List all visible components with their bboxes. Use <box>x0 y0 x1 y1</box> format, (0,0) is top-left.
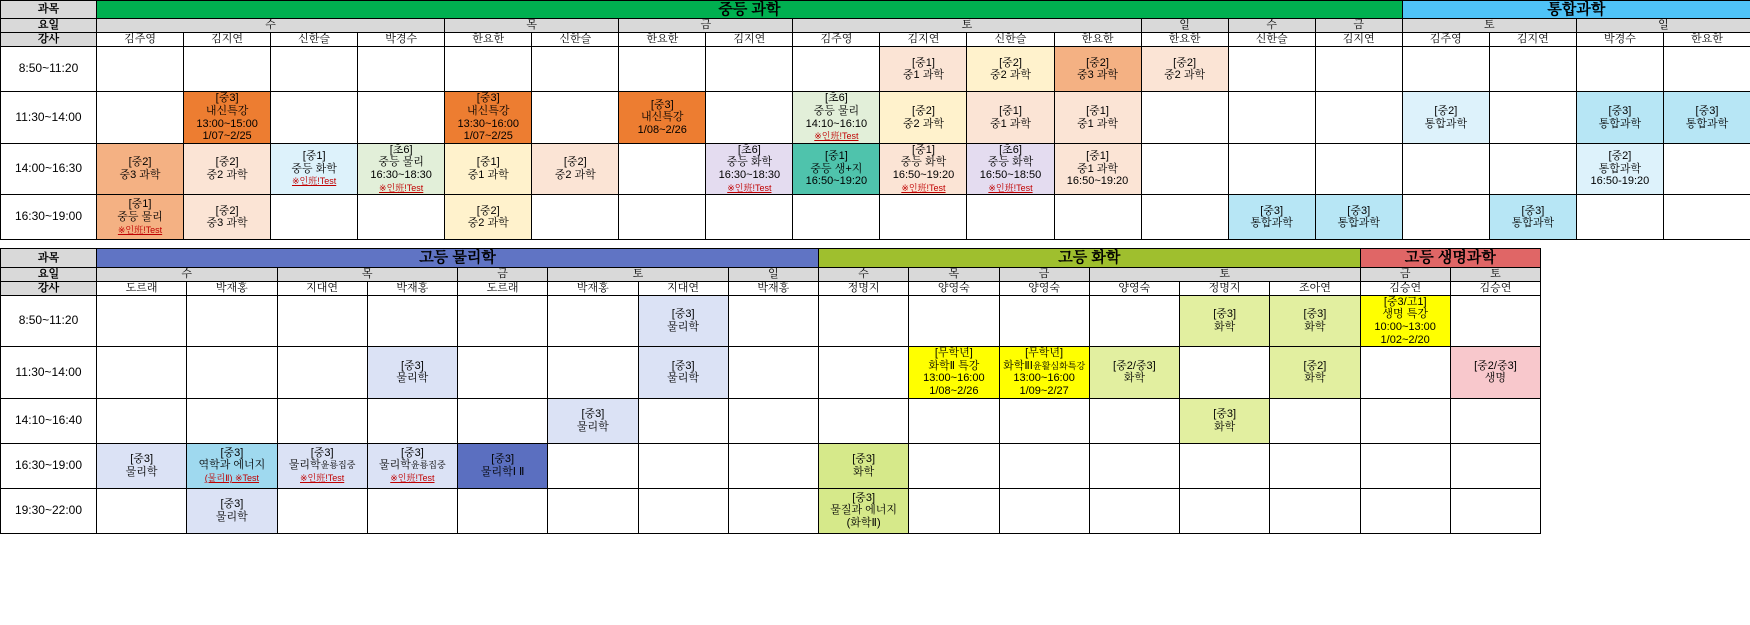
class-cell <box>1270 398 1360 443</box>
class-cell <box>548 488 638 533</box>
day-cell-9: 금 <box>1360 267 1450 281</box>
class-cell <box>1180 347 1270 399</box>
class-cell <box>728 347 818 399</box>
timetable-row <box>1 443 1541 488</box>
class-cell <box>638 398 728 443</box>
time-slot-2: 14:10~16:40 <box>1 398 97 443</box>
class-cell <box>1576 47 1663 92</box>
class-cell[interactable]: [중1] 중1 과학 <box>967 92 1054 144</box>
class-cell <box>793 195 880 240</box>
teacher-cell-3: 박재홍 <box>367 281 457 295</box>
class-cell <box>706 47 793 92</box>
teacher-cell-15: 김승연 <box>1450 281 1540 295</box>
bottom-timetable-wrapper <box>0 248 1750 533</box>
teacher-cell-13: 신한슬 <box>1228 33 1315 47</box>
teacher-cell-18: 한요한 <box>1663 33 1750 47</box>
timetable-row <box>1 195 1750 240</box>
teacher-cell-6: 한요한 <box>619 33 706 47</box>
class-cell <box>619 195 706 240</box>
teacher-cell-12: 정명지 <box>1180 281 1270 295</box>
class-cell <box>367 295 457 347</box>
teacher-cell-17: 박경수 <box>1576 33 1663 47</box>
day-header-row <box>1 19 1750 33</box>
class-cell[interactable]: [중2/중3] 생명 <box>1450 347 1540 399</box>
class-cell <box>999 443 1089 488</box>
day-cell-3: 토 <box>548 267 729 281</box>
subject-label: 과목 <box>1 249 97 267</box>
day-cell-5: 수 <box>1228 19 1315 33</box>
class-cell <box>277 295 367 347</box>
class-cell <box>1576 195 1663 240</box>
class-cell <box>1315 47 1402 92</box>
class-cell[interactable]: [중3] 물리학 <box>548 398 638 443</box>
teacher-header-row <box>1 33 1750 47</box>
class-cell <box>271 47 358 92</box>
class-cell <box>909 398 999 443</box>
subject-group-2: 고등 생명과학 <box>1360 249 1541 267</box>
class-cell <box>1402 47 1489 92</box>
day-cell-3: 토 <box>793 19 1141 33</box>
day-cell-2: 금 <box>458 267 548 281</box>
teacher-cell-8: 김주영 <box>793 33 880 47</box>
class-cell[interactable]: [중3] 물리학 <box>638 295 728 347</box>
class-cell[interactable]: [중3] 물질과 에너지 (화학Ⅱ) <box>819 488 909 533</box>
class-cell[interactable]: [중1] 중1 과학 <box>445 143 532 195</box>
class-cell <box>532 92 619 144</box>
timetable-row <box>1 295 1541 347</box>
class-cell <box>97 47 184 92</box>
teacher-cell-3: 박경수 <box>358 33 445 47</box>
teacher-cell-10: 양영숙 <box>999 281 1089 295</box>
class-cell[interactable]: [중1] 중1 과학 <box>1054 92 1141 144</box>
teacher-cell-7: 김지연 <box>706 33 793 47</box>
teacher-cell-6: 지대연 <box>638 281 728 295</box>
class-cell[interactable]: [중2] 통합과학 16:50-19:20 <box>1576 143 1663 195</box>
class-cell[interactable]: [중3] 통합과학 <box>1576 92 1663 144</box>
class-cell <box>367 488 457 533</box>
class-cell[interactable]: [중3] 물리학Ⅰ Ⅱ <box>458 443 548 488</box>
class-cell[interactable]: [중1] 중등 화학 16:50~19:20 ※인班!Test <box>880 143 967 195</box>
class-cell[interactable]: [초6] 중등 물리 16:30~18:30 ※인班!Test <box>358 143 445 195</box>
class-cell[interactable]: [중3/고1] 생명 특강 10:00~13:00 1/02~2/20 <box>1360 295 1450 347</box>
teacher-label: 강사 <box>1 33 97 47</box>
class-cell[interactable]: [중3] 화학 <box>1270 295 1360 347</box>
class-cell <box>1489 92 1576 144</box>
class-cell <box>1489 143 1576 195</box>
class-cell <box>967 195 1054 240</box>
class-cell[interactable]: [중1] 중등 생+지 16:50~19:20 <box>793 143 880 195</box>
day-cell-4: 일 <box>728 267 818 281</box>
class-cell <box>619 47 706 92</box>
class-cell <box>277 398 367 443</box>
class-cell <box>1054 195 1141 240</box>
subject-header-row <box>1 249 1541 267</box>
class-cell <box>277 488 367 533</box>
day-cell-0: 수 <box>97 267 278 281</box>
class-cell[interactable]: [중3] 화학 <box>1180 398 1270 443</box>
class-cell <box>819 398 909 443</box>
class-cell <box>1450 295 1540 347</box>
time-slot-0: 8:50~11:20 <box>1 295 97 347</box>
class-cell[interactable]: [중2] 화학 <box>1270 347 1360 399</box>
class-cell <box>187 398 277 443</box>
subject-group-0: 중등 과학 <box>97 1 1403 19</box>
class-cell[interactable]: [중2] 중3 과학 <box>184 195 271 240</box>
class-cell <box>819 347 909 399</box>
class-cell <box>532 47 619 92</box>
class-cell[interactable]: [중2] 중2 과학 <box>1141 47 1228 92</box>
class-cell <box>548 443 638 488</box>
teacher-cell-2: 신한슬 <box>271 33 358 47</box>
time-slot-1: 11:30~14:00 <box>1 347 97 399</box>
day-cell-1: 목 <box>445 19 619 33</box>
class-cell[interactable]: [중3] 내신특강 13:30~16:00 1/07~2/25 <box>445 92 532 144</box>
class-cell <box>1450 488 1540 533</box>
class-cell <box>909 443 999 488</box>
class-cell <box>458 488 548 533</box>
class-cell[interactable]: [중3] 화학 <box>819 443 909 488</box>
class-cell <box>1089 443 1179 488</box>
class-cell <box>97 398 187 443</box>
class-cell[interactable]: [중2] 중2 과학 <box>532 143 619 195</box>
day-cell-7: 금 <box>999 267 1089 281</box>
class-cell[interactable]: [무학년] 화학Ⅱ 특강 13:00~16:00 1/08~2/26 <box>909 347 999 399</box>
class-cell[interactable]: [중2] 중3 과학 <box>97 143 184 195</box>
science-high-timetable <box>0 248 1541 533</box>
class-cell <box>1315 143 1402 195</box>
class-cell[interactable]: [중3] 통합과학 <box>1228 195 1315 240</box>
class-cell[interactable]: [중3] 내신특강 1/08~2/26 <box>619 92 706 144</box>
class-cell <box>97 488 187 533</box>
class-cell <box>184 47 271 92</box>
time-slot-3: 16:30~19:00 <box>1 443 97 488</box>
class-cell <box>458 295 548 347</box>
class-cell <box>728 295 818 347</box>
class-cell <box>1360 488 1450 533</box>
class-cell <box>909 295 999 347</box>
class-cell <box>271 92 358 144</box>
teacher-cell-1: 김지연 <box>184 33 271 47</box>
class-cell <box>1270 488 1360 533</box>
table-gap <box>0 240 1750 244</box>
class-cell <box>880 195 967 240</box>
teacher-cell-13: 조아연 <box>1270 281 1360 295</box>
teacher-cell-2: 지대연 <box>277 281 367 295</box>
teacher-cell-0: 도르래 <box>97 281 187 295</box>
time-slot-0: 8:50~11:20 <box>1 47 97 92</box>
teacher-cell-1: 박재홍 <box>187 281 277 295</box>
teacher-cell-11: 한요한 <box>1054 33 1141 47</box>
teacher-cell-16: 김지연 <box>1489 33 1576 47</box>
class-cell[interactable]: [중1] 중등 물리 ※인班!Test <box>97 195 184 240</box>
subject-group-1: 고등 화학 <box>819 249 1361 267</box>
class-cell[interactable]: [중1] 중1 과학 <box>880 47 967 92</box>
class-cell <box>458 398 548 443</box>
teacher-cell-4: 도르래 <box>458 281 548 295</box>
class-cell[interactable]: [중2] 중2 과학 <box>967 47 1054 92</box>
class-cell <box>999 295 1089 347</box>
class-cell[interactable]: [중3] 내신특강 13:00~15:00 1/07~2/25 <box>184 92 271 144</box>
class-cell <box>445 47 532 92</box>
class-cell <box>819 295 909 347</box>
teacher-cell-9: 양영숙 <box>909 281 999 295</box>
class-cell <box>793 47 880 92</box>
class-cell <box>999 398 1089 443</box>
class-cell[interactable]: [중2/중3] 화학 <box>1089 347 1179 399</box>
class-cell <box>1180 488 1270 533</box>
class-cell <box>1270 443 1360 488</box>
class-cell <box>1450 443 1540 488</box>
time-slot-3: 16:30~19:00 <box>1 195 97 240</box>
subject-group-1: 통합과학 <box>1402 1 1750 19</box>
teacher-cell-15: 김주영 <box>1402 33 1489 47</box>
class-cell[interactable]: [중2] 중3 과학 <box>1054 47 1141 92</box>
class-cell <box>728 488 818 533</box>
class-cell <box>728 398 818 443</box>
class-cell <box>1141 195 1228 240</box>
day-cell-5: 수 <box>819 267 909 281</box>
teacher-cell-10: 신한슬 <box>967 33 1054 47</box>
teacher-cell-9: 김지연 <box>880 33 967 47</box>
class-cell <box>458 347 548 399</box>
class-cell[interactable]: [초6] 중등 물리 14:10~16:10 ※인班!Test <box>793 92 880 144</box>
teacher-header-row <box>1 281 1541 295</box>
class-cell <box>358 47 445 92</box>
class-cell <box>548 347 638 399</box>
class-cell <box>638 443 728 488</box>
day-cell-10: 토 <box>1450 267 1540 281</box>
class-cell <box>1489 47 1576 92</box>
class-cell[interactable]: [중3] 통합과학 <box>1489 195 1576 240</box>
class-cell[interactable]: [중3] 물리학 <box>638 347 728 399</box>
class-cell <box>1089 488 1179 533</box>
top-timetable-wrapper <box>0 0 1750 240</box>
teacher-cell-8: 정명지 <box>819 281 909 295</box>
day-cell-8: 토 <box>1089 267 1360 281</box>
subject-label: 과목 <box>1 1 97 19</box>
class-cell[interactable]: [중3] 역학과 에너지 (물리Ⅱ) ※Test <box>187 443 277 488</box>
class-cell <box>619 143 706 195</box>
class-cell <box>1663 195 1750 240</box>
class-cell <box>1663 47 1750 92</box>
class-cell <box>1141 143 1228 195</box>
class-cell <box>706 195 793 240</box>
class-cell <box>909 488 999 533</box>
class-cell <box>1402 143 1489 195</box>
day-cell-4: 일 <box>1141 19 1228 33</box>
teacher-cell-14: 김승연 <box>1360 281 1450 295</box>
class-cell[interactable]: [중1] 중등 화학 ※인班!Test <box>271 143 358 195</box>
science-middle-timetable <box>0 0 1750 240</box>
class-cell <box>1228 143 1315 195</box>
timetable-row <box>1 143 1750 195</box>
class-cell <box>706 92 793 144</box>
class-cell <box>1141 92 1228 144</box>
class-cell[interactable]: [중3] 물리학 <box>187 488 277 533</box>
teacher-cell-7: 박재홍 <box>728 281 818 295</box>
class-cell <box>277 347 367 399</box>
class-cell <box>548 295 638 347</box>
class-cell <box>97 295 187 347</box>
class-cell <box>728 443 818 488</box>
class-cell <box>271 195 358 240</box>
class-cell <box>1360 443 1450 488</box>
class-cell <box>358 92 445 144</box>
day-cell-2: 금 <box>619 19 793 33</box>
class-cell[interactable]: [중3] 통합과학 <box>1315 195 1402 240</box>
day-header-row <box>1 267 1541 281</box>
timetable-row <box>1 47 1750 92</box>
class-cell[interactable]: [중2] 중2 과학 <box>184 143 271 195</box>
day-label: 요일 <box>1 19 97 33</box>
class-cell <box>1450 398 1540 443</box>
class-cell[interactable]: [초6] 중등 화학 16:30~18:30 ※인班!Test <box>706 143 793 195</box>
class-cell <box>999 488 1089 533</box>
class-cell <box>1089 398 1179 443</box>
subject-header-row <box>1 1 1750 19</box>
timetable-row <box>1 488 1541 533</box>
teacher-cell-12: 한요한 <box>1141 33 1228 47</box>
class-cell <box>638 488 728 533</box>
class-cell <box>187 347 277 399</box>
class-cell[interactable]: [중3] 화학 <box>1180 295 1270 347</box>
time-slot-4: 19:30~22:00 <box>1 488 97 533</box>
class-cell[interactable]: [중3] 물리학 <box>97 443 187 488</box>
class-cell <box>1315 92 1402 144</box>
class-cell <box>187 295 277 347</box>
timetable-row <box>1 92 1750 144</box>
teacher-cell-0: 김주영 <box>97 33 184 47</box>
class-cell[interactable]: [중3] 물리학 <box>367 347 457 399</box>
day-cell-8: 일 <box>1576 19 1750 33</box>
class-cell <box>532 195 619 240</box>
teacher-cell-14: 김지연 <box>1315 33 1402 47</box>
class-cell[interactable]: [무학년] 화학ⅡⅠ윤활심화특강 13:00~16:00 1/09~2/27 <box>999 347 1089 399</box>
class-cell <box>1089 295 1179 347</box>
time-slot-1: 11:30~14:00 <box>1 92 97 144</box>
class-cell <box>358 195 445 240</box>
teacher-cell-11: 양영숙 <box>1089 281 1179 295</box>
day-cell-0: 수 <box>97 19 445 33</box>
class-cell <box>1228 47 1315 92</box>
class-cell <box>1360 347 1450 399</box>
class-cell <box>97 347 187 399</box>
day-label: 요일 <box>1 267 97 281</box>
class-cell[interactable]: [중2] 통합과학 <box>1402 92 1489 144</box>
class-cell <box>1228 92 1315 144</box>
teacher-cell-4: 한요한 <box>445 33 532 47</box>
class-cell <box>97 92 184 144</box>
day-cell-7: 토 <box>1402 19 1576 33</box>
class-cell[interactable]: [중2] 중2 과학 <box>445 195 532 240</box>
teacher-cell-5: 신한슬 <box>532 33 619 47</box>
day-cell-6: 금 <box>1315 19 1402 33</box>
subject-group-0: 고등 물리학 <box>97 249 819 267</box>
class-cell[interactable]: [중3] 물리학윤룡집중 ※인班!Test <box>277 443 367 488</box>
timetable-row <box>1 398 1541 443</box>
class-cell <box>1360 398 1450 443</box>
class-cell[interactable]: [중1] 중1 과학 16:50~19:20 <box>1054 143 1141 195</box>
class-cell[interactable]: [초6] 중등 화학 16:50~18:50 ※인班!Test <box>967 143 1054 195</box>
teacher-label: 강사 <box>1 281 97 295</box>
class-cell <box>1663 143 1750 195</box>
class-cell <box>1180 443 1270 488</box>
class-cell[interactable]: [중3] 통합과학 <box>1663 92 1750 144</box>
class-cell[interactable]: [중3] 물리학윤룡집중 ※인班!Test <box>367 443 457 488</box>
day-cell-1: 목 <box>277 267 458 281</box>
time-slot-2: 14:00~16:30 <box>1 143 97 195</box>
teacher-cell-5: 박재홍 <box>548 281 638 295</box>
class-cell <box>367 398 457 443</box>
timetable-row <box>1 347 1541 399</box>
class-cell <box>1402 195 1489 240</box>
day-cell-6: 목 <box>909 267 999 281</box>
class-cell[interactable]: [중2] 중2 과학 <box>880 92 967 144</box>
